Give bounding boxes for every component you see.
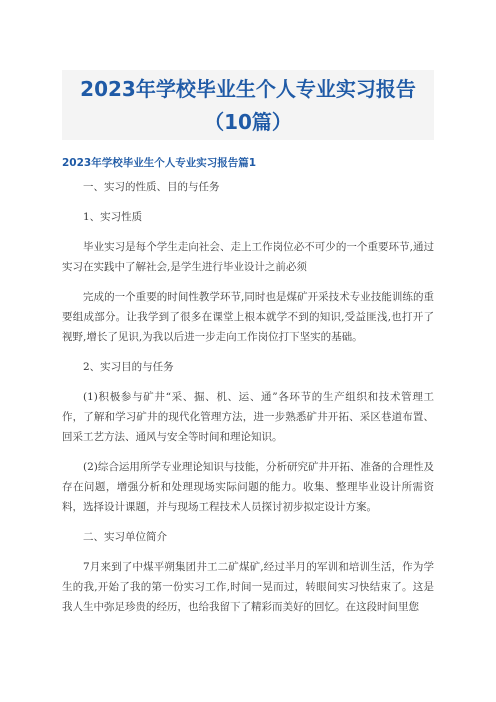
paragraph: 毕业实习是每个学生走向社会、走上工作岗位必不可少的一个重要环节,通过实习在实践中了解社会,是学生进行毕业设计之前必须 (62, 241, 434, 273)
paragraph-heading-2: 二、实习单位简介 (83, 531, 167, 543)
document-title: 2023年学校毕业生个人专业实习报告（10篇） (80, 77, 416, 134)
paragraph: 完成的一个重要的时间性教学环节,同时也是煤矿开采技术专业技能训练的重要组成部分。让我学到了很多在课堂上根本就学不到的知识,受益匪浅,也打开了视野,增长了见识,为我以后进一步走向工作岗位打下坚实的基础。 (62, 291, 434, 343)
paragraph: (2)综合运用所学专业理论知识与技能，分析研究矿井开拓、准备的合理性及存在问题，增强分析和处理现场实际问题的能力。收集、整理毕业设计所需资料，选择设计课题，并与现场工程技术人员探讨初步拟定设计方案。 (62, 461, 434, 513)
document-body (62, 177, 434, 627)
section-subtitle: 2023年学校毕业生个人专业实习报告篇1 (62, 157, 257, 169)
paragraph-subheading-1: 1、实习性质 (83, 211, 143, 223)
paragraph-subheading-2: 2、实习目的与任务 (83, 361, 174, 373)
paragraph-heading-1: 一、实习的性质、目的与任务 (83, 181, 220, 193)
paragraph: 7月来到了中煤平朔集团井工二矿煤矿,经过半月的军训和培训生活，作为学生的我,开始了我的第一份实习工作,时间一晃而过，转眼间实习快结束了。这是我人生中弥足珍贵的经历，也给我留下了精彩而美好的回忆。在这段时间里您 (62, 561, 434, 613)
paragraph: (1)积极参与矿井“采、掘、机、运、通”各环节的生产组织和技术管理工作，了解和学习矿井的现代化管理方法，进一步熟悉矿井开拓、采区巷道布置、回采工艺方法、通风与安全等时间和理论知识。 (62, 391, 434, 443)
